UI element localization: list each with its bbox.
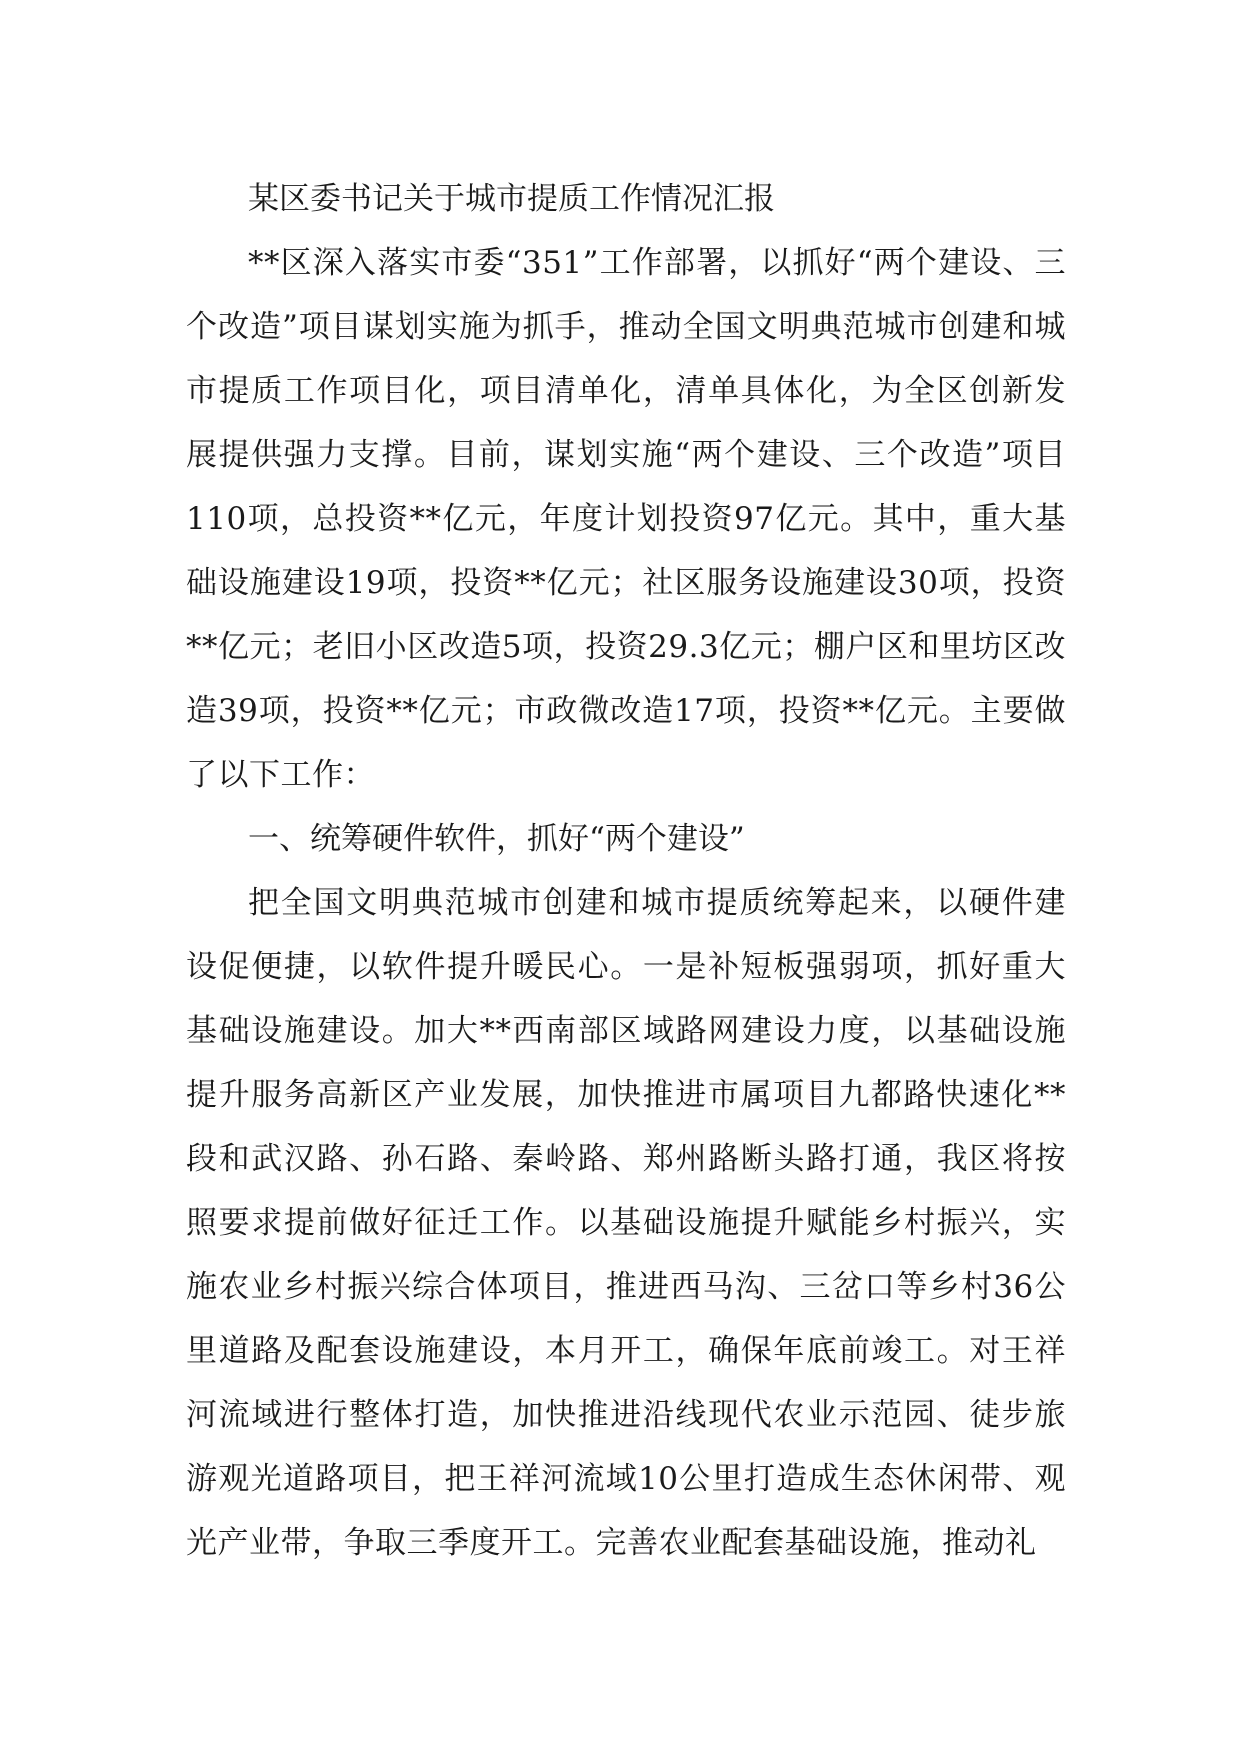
document-body (186, 167, 1066, 1575)
section-heading: 一、统筹硬件软件，抓好“两个建设” (248, 821, 745, 857)
document-title: 某区委书记关于城市提质工作情况汇报 (248, 181, 775, 217)
paragraph-section-one: 把全国文明典范城市创建和城市提质统筹起来，以硬件建设促便捷，以软件提升暖民心。一是补短板强弱项，抓好重大基础设施建设。加大**西南部区域路网建设力度，以基础设施提升服务高新区产业发展，加快推进市属项目九都路快速化**段和武汉路、孙石路、秦岭路、郑州路断头路打通，我区将按照要求提前做好征迁工作。以基础设施提升赋能乡村振兴，实施农业乡村振兴综合体项目，推进西马沟、三岔口等乡村36公里道路及配套设施建设，本月开工，确保年底前竣工。对王祥河流域进行整体打造，加快推进沿线现代农业示范园、徒步旅游观光道路项目，把王祥河流域10公里打造成生态休闲带、观光产业带，争取三季度开工。完善农业配套基础设施，推动礼 (186, 885, 1066, 1561)
paragraph-intro: **区深入落实市委“351”工作部署，以抓好“两个建设、三个改造”项目谋划实施为抓手，推动全国文明典范城市创建和城市提质工作项目化，项目清单化，清单具体化，为全区创新发展提供强力支撑。目前，谋划实施“两个建设、三个改造”项目110项，总投资**亿元，年度计划投资97亿元。其中，重大基础设施建设19项，投资**亿元；社区服务设施建设30项，投资**亿元；老旧小区改造5项，投资29.3亿元；棚户区和里坊区改造39项，投资**亿元；市政微改造17项，投资**亿元。主要做了以下工作： (186, 245, 1066, 793)
